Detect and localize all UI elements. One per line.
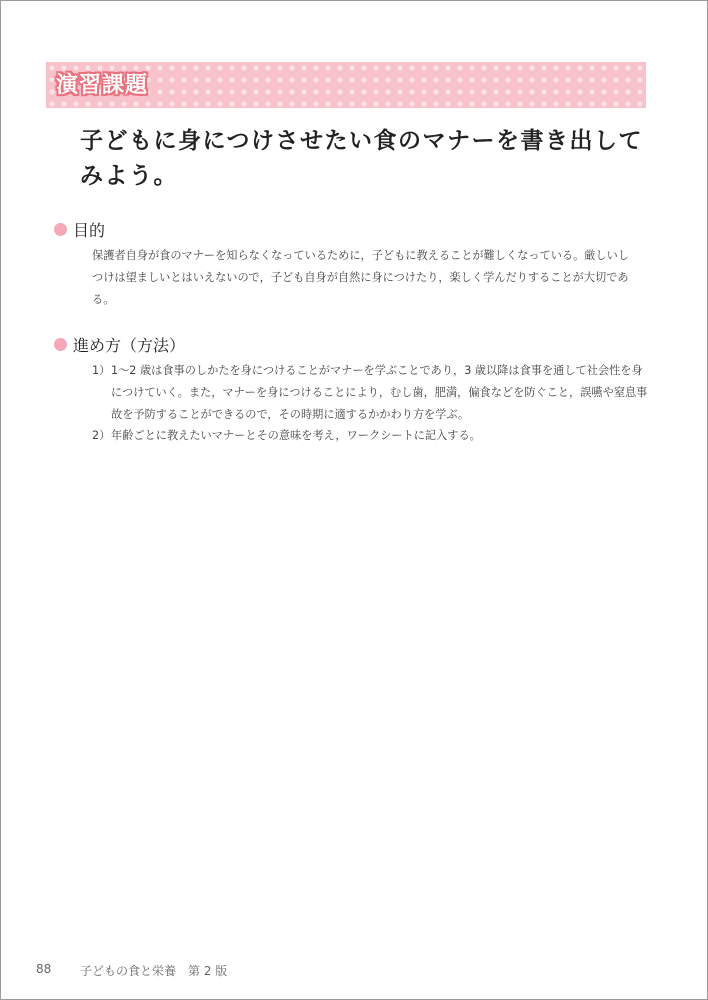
method-section-title bbox=[54, 334, 185, 354]
book-title: 子どもの食と栄養 第 2 版 bbox=[80, 964, 228, 978]
purpose-section-title bbox=[54, 219, 105, 239]
exercise-banner bbox=[46, 62, 646, 108]
method-item-number: 1） bbox=[92, 364, 111, 377]
pink-circle-bullet-icon bbox=[54, 223, 67, 236]
method-list-item bbox=[92, 425, 652, 447]
page-number: 88 bbox=[36, 962, 52, 976]
purpose-title-text: 目的 bbox=[73, 220, 106, 240]
pink-circle-bullet-icon bbox=[54, 338, 67, 351]
method-list-item bbox=[92, 360, 652, 426]
method-item-text: 1～2 歳は食事のしかたを身につけることがマナーを学ぶことであり，3 歳以降は食事を通して社会性を身につけていく。また，マナーを身につけることにより，むし歯，肥満，偏食などを防ぐこと，誤嚥や窒息事故を予防することができるので，その時期に適するかかわり方を学ぶ。 bbox=[111, 364, 648, 421]
method-item-text: 年齢ごとに教えたいマナーとその意味を考え，ワークシートに記入する。 bbox=[111, 429, 481, 442]
exercise-heading: 子どもに身につけさせたい食のマナーを書き出してみよう。 bbox=[80, 128, 644, 189]
purpose-body: 保護者自身が食のマナーを知らなくなっているために，子どもに教えることが難しくなっている。厳しいしつけは望ましいとはいえないので，子ども自身が自然に身につけたり，楽しく学んだりすることが大切である。 bbox=[92, 249, 630, 306]
exercise-banner-label: 演習課題 bbox=[56, 73, 149, 98]
method-title-text: 進め方（方法） bbox=[73, 335, 186, 355]
method-item-number: 2） bbox=[92, 429, 111, 442]
